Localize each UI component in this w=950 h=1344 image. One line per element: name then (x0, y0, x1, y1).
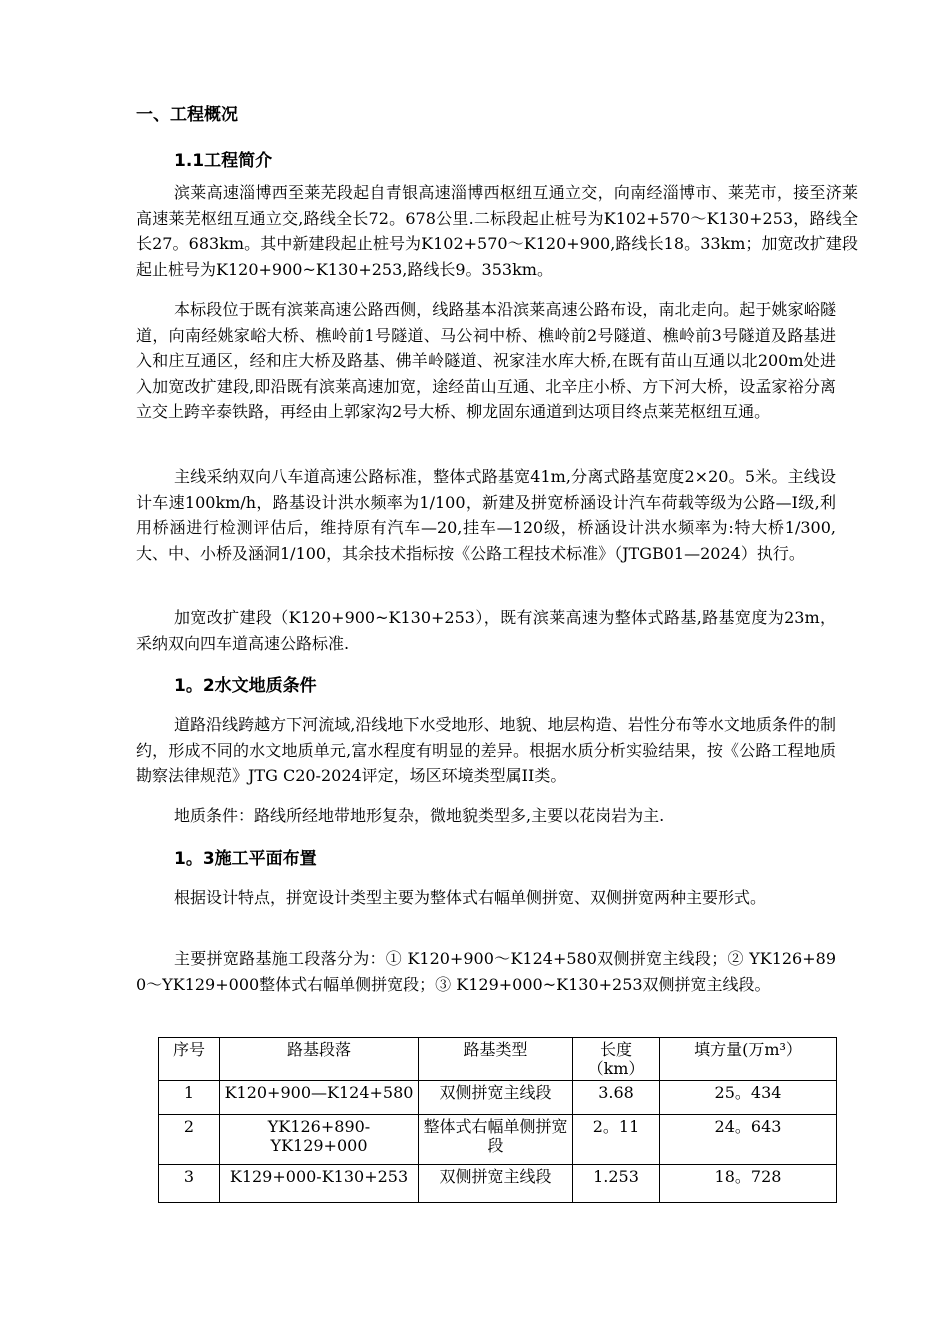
header-cell: 路基段落 (220, 1038, 419, 1081)
table-cell: 3 (159, 1165, 220, 1203)
table-cell: 1 (159, 1081, 220, 1115)
table-cell: 3.68 (573, 1081, 660, 1115)
header-cell: 填方量(万m³） (660, 1038, 837, 1081)
header-cell: 路基类型 (419, 1038, 573, 1081)
paragraph-construction-sections: 主要拼宽路基施工段落分为：① K120+900～K124+580双侧拼宽主线段；② YK126+890～YK129+000整体式右幅单侧拼宽段；③ K129+000~K130+253双侧拼宽主线段。 (136, 949, 836, 994)
header-cell: 长度（km） (573, 1038, 660, 1081)
subsection-heading-hydrogeology: 1。2水文地质条件 (174, 676, 317, 696)
paragraph-hydrogeology: 道路沿线跨越方下河流域,沿线地下水受地形、地貌、地层构造、岩性分布等水文地质条件的制约，形成不同的水文地质单元,富水程度有明显的差异。根据水质分析实验结果，按《公路工程地质勘察法律规范》JTG C20-2024评定，场区环境类型属II类。 (136, 715, 836, 785)
table-cell: 25。434 (660, 1081, 837, 1115)
paragraph-geology: 地质条件：路线所经地带地形复杂，微地貌类型多,主要以花岗岩为主. (174, 806, 665, 825)
paragraph-route-description: 本标段位于既有滨莱高速公路西侧，线路基本沿滨莱高速公路布设，南北走向。起于姚家峪隧道，向南经姚家峪大桥、樵岭前1号隧道、马公祠中桥、樵岭前2号隧道、樵岭前3号隧道及路基进入和庄互通区，经和庄大桥及路基、佛羊岭隧道、祝家洼水库大桥,在既有苗山互通以北200m处进入加宽改扩建段,即沿既有滨莱高速加宽，途经苗山互通、北辛庄小桥、方下河大桥，设孟家裕分离立交上跨辛泰铁路，再经由上郭家沟2号大桥、柳龙固东通道到达项目终点莱芜枢纽互通。 (136, 300, 836, 421)
subsection-heading-intro: 1.1工程简介 (174, 151, 273, 171)
table-cell: 双侧拼宽主线段 (419, 1081, 573, 1115)
subsection-heading-layout: 1。3施工平面布置 (174, 849, 317, 869)
table-cell: K120+900—K124+580 (220, 1081, 419, 1115)
table-cell: 2 (159, 1115, 220, 1165)
paragraph-technical-standards: 主线采纳双向八车道高速公路标准，整体式路基宽41m,分离式路基宽度2×20。5米。主线设计车速100km/h，路基设计洪水频率为1/100，新建及拼宽桥涵设计汽车荷载等级为公路—I级,利用桥涵进行检测评估后，维持原有汽车—20,挂车—120级，桥涵设计洪水频率为:特大桥1/300,大、中、小桥及涵洞1/100，其余技术指标按《公路工程技术标准》（JTGB01—2024）执行。 (136, 467, 836, 563)
paragraph-widening-section: 加宽改扩建段（K120+900~K130+253），既有滨莱高速为整体式路基,路基宽度为23m，采纳双向四车道高速公路标准. (136, 608, 836, 653)
table-cell: 1.253 (573, 1165, 660, 1203)
header-cell: 序号 (159, 1038, 220, 1081)
table-cell: 整体式右幅单侧拼宽段 (419, 1115, 573, 1165)
table-row (159, 1165, 837, 1203)
table-row (159, 1115, 837, 1165)
table-row (159, 1081, 837, 1115)
table-cell: 2。11 (573, 1115, 660, 1165)
section-heading-overview: 一、工程概况 (136, 105, 238, 125)
subgrade-sections-table (158, 1037, 837, 1203)
table-cell: 18。728 (660, 1165, 837, 1203)
paragraph-widening-types: 根据设计特点，拼宽设计类型主要为整体式右幅单侧拼宽、双侧拼宽两种主要形式。 (174, 888, 767, 907)
paragraph-route-overview: 滨莱高速淄博西至莱芜段起自青银高速淄博西枢纽互通立交，向南经淄博市、莱芜市，接至济莱高速莱芜枢纽互通立交,路线全长72。678公里.二标段起止桩号为K102+570～K130+253，路线全长27。683km。其中新建段起止桩号为K102+570～K120+900,路线长18。33km；加宽改扩建段起止桩号为K120+900~K130+253,路线长9。353km。 (136, 183, 858, 279)
table-cell: K129+000-K130+253 (220, 1165, 419, 1203)
table-cell: YK126+890-YK129+000 (220, 1115, 419, 1165)
table-cell: 24。643 (660, 1115, 837, 1165)
table-cell: 双侧拼宽主线段 (419, 1165, 573, 1203)
table-header-row (159, 1038, 837, 1081)
